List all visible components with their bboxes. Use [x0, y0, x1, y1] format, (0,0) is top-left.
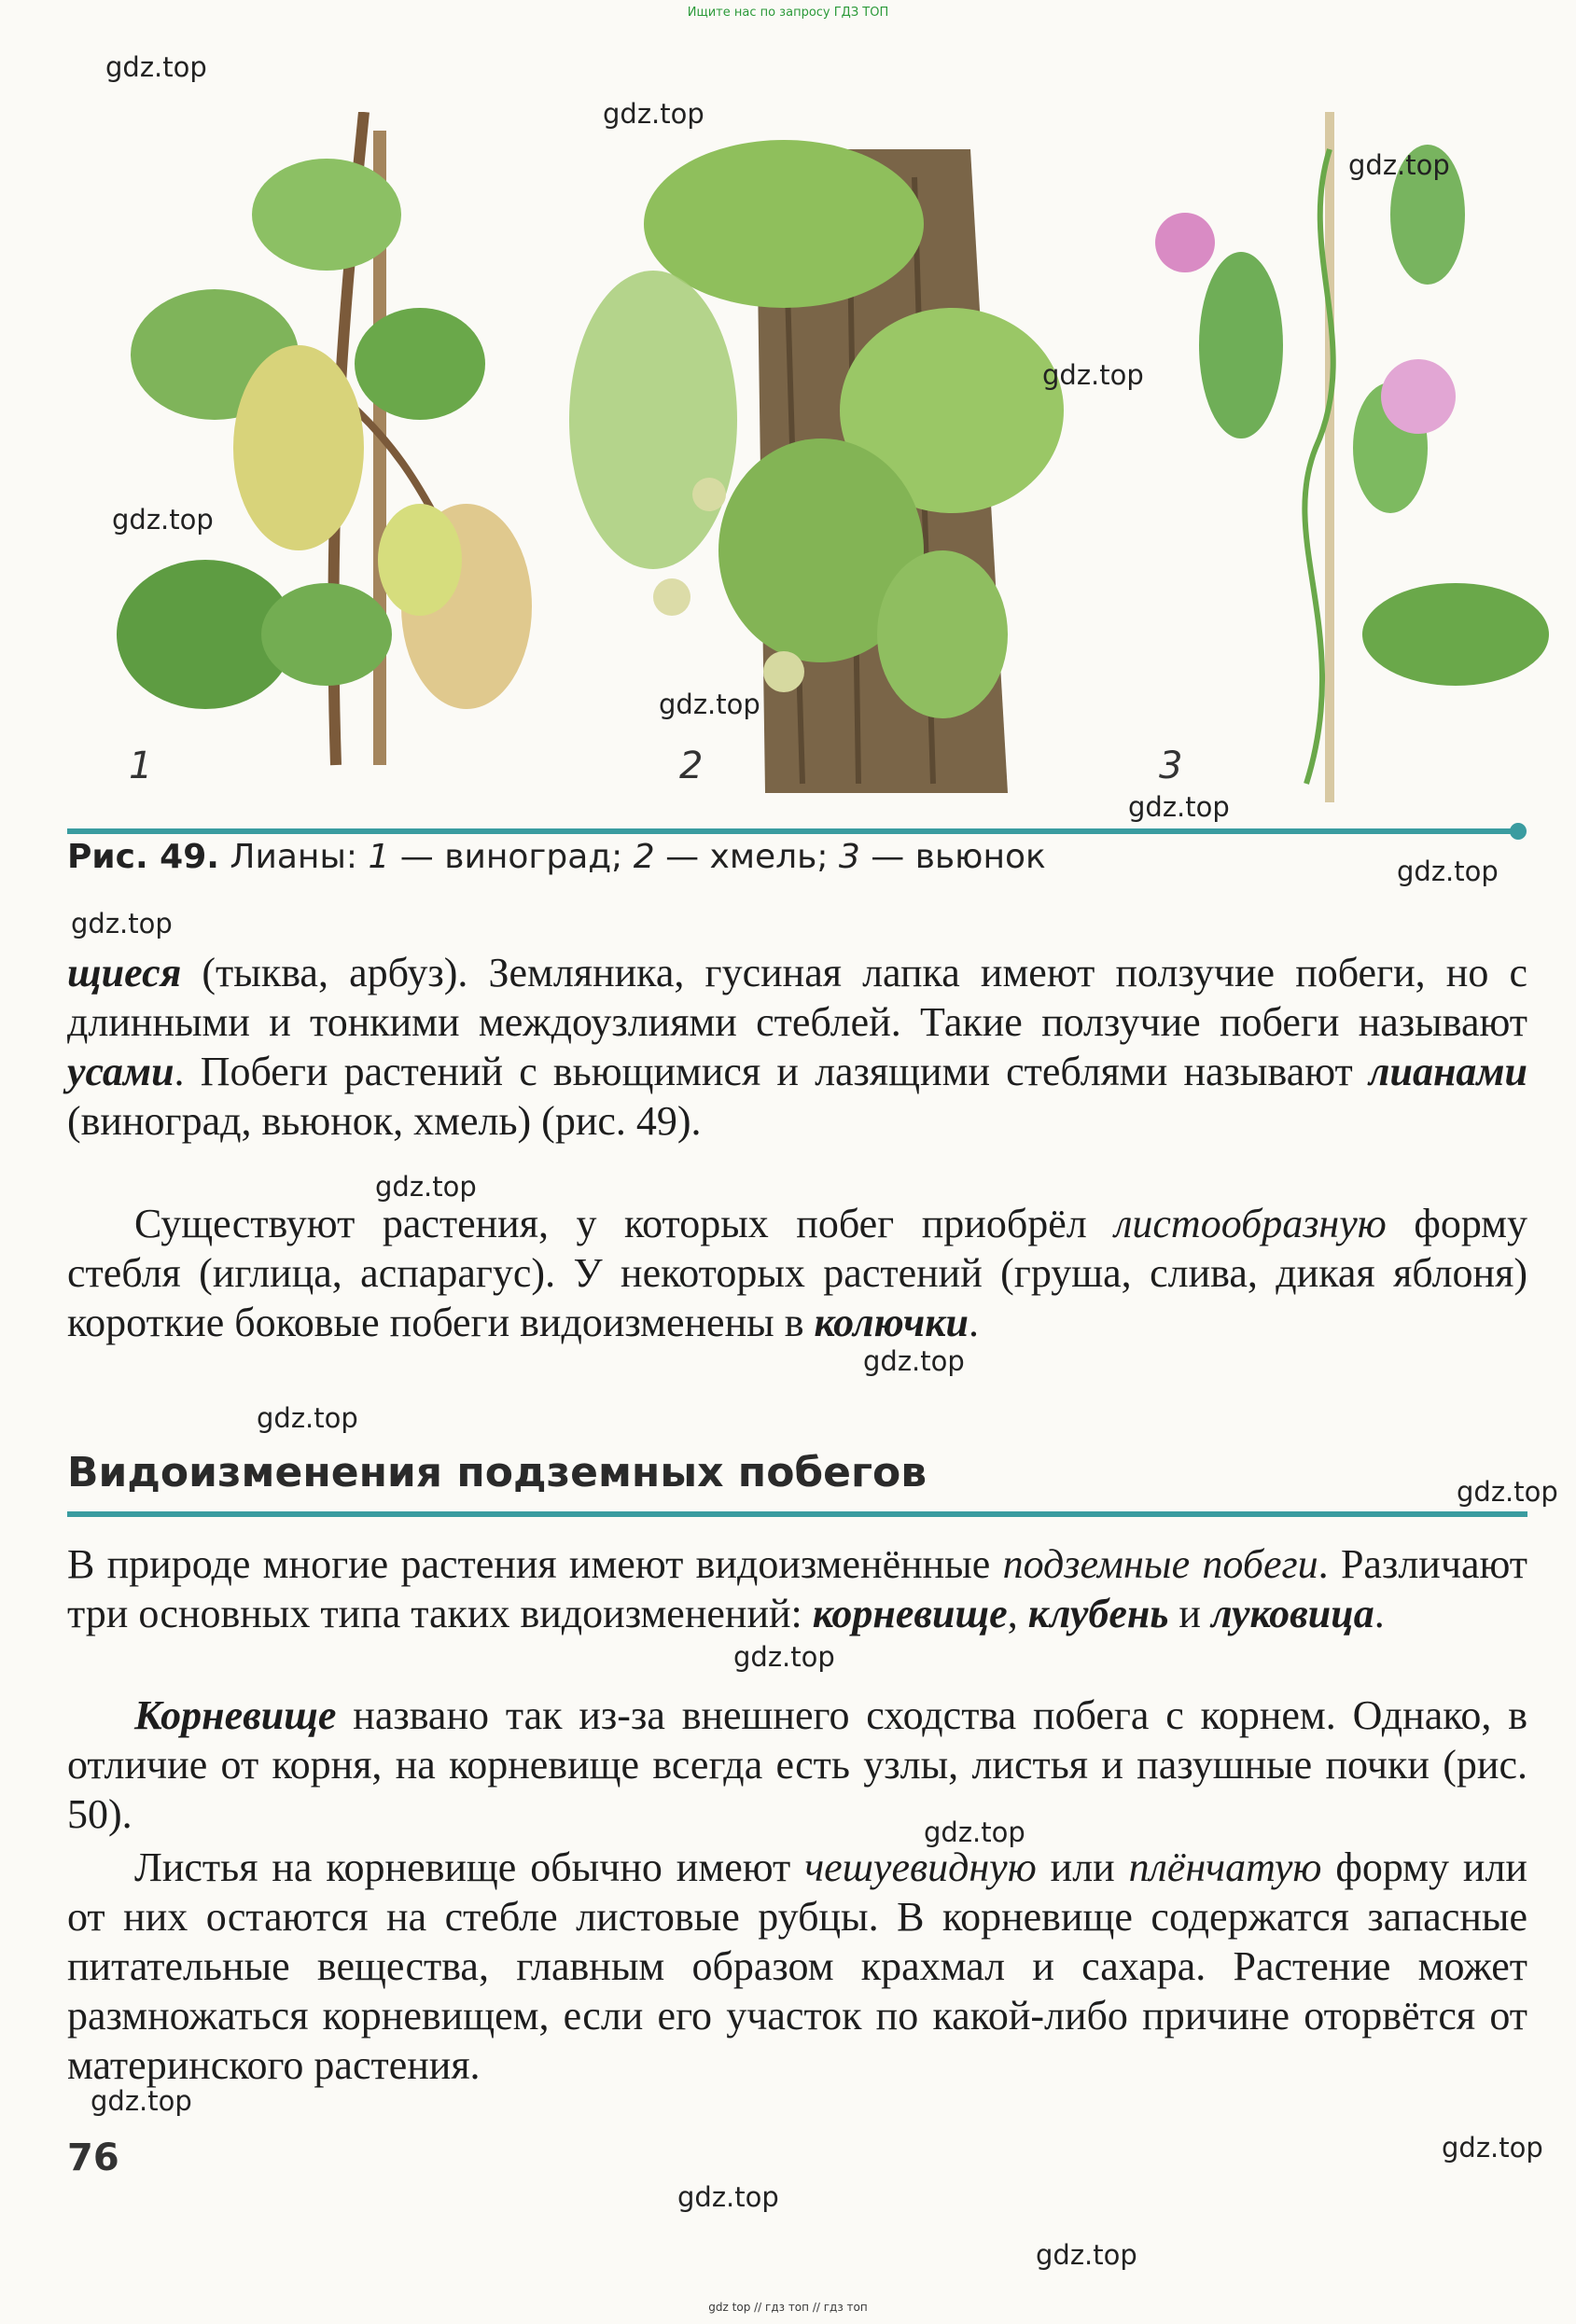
paragraph-rhizome: Корневище названо так из-за внешнего сходства побега с корнем. Однако, в отличие от корня, на корневище всегда есть узлы, листья и пазушные почки (рис. 50).	[67, 1692, 1527, 1837]
watermark: gdz.top	[924, 1816, 1025, 1848]
watermark: gdz.top	[603, 98, 704, 130]
watermark: gdz.top	[1042, 359, 1144, 391]
figure-label-2: 2	[679, 745, 704, 787]
watermark: gdz.top	[1348, 149, 1450, 181]
paragraph-underground: В природе многие растения имеют видоизменённые подземные побеги. Различают три основных типа таких видоизменений: корневище, клубень и луковица.	[67, 1541, 1528, 1636]
figure-label-3: 3	[1159, 745, 1183, 787]
watermark: gdz.top	[677, 2181, 779, 2213]
section-title: Видоизменения подземных побегов	[67, 1449, 927, 1496]
watermark: gdz.top	[733, 1641, 835, 1673]
lianas-illustration	[112, 112, 1549, 802]
watermark: gdz.top	[659, 689, 760, 720]
watermark: gdz.top	[71, 908, 173, 939]
bindweed-drawing	[1155, 112, 1549, 802]
bottom-banner[interactable]: gdz top // гдз топ // гдз топ	[708, 2301, 868, 2314]
watermark: gdz.top	[1397, 856, 1499, 887]
hop-drawing	[569, 140, 1064, 793]
watermark: gdz.top	[112, 504, 214, 536]
section-rule	[67, 1511, 1527, 1517]
caption-rule-dot	[1510, 823, 1527, 840]
watermark: gdz.top	[1128, 791, 1230, 823]
watermark: gdz.top	[91, 2085, 192, 2117]
watermark: gdz.top	[1457, 1476, 1558, 1508]
top-banner[interactable]: Ищите нас по запросу ГДЗ ТОП	[687, 6, 889, 20]
paragraph-lianas: щиеся (тыква, арбуз). Земляника, гусиная лапка имеют ползучие побеги, но с длинными и тонкими междоузлиями стеблей. Такие ползучие побеги называют усами. Побеги растений с вьющимися и лазящими стеблями называют лианами (виноград, вьюнок, хмель) (рис. 49).	[67, 950, 1527, 1144]
paragraph-rhizome-leaves: Листья на корневище обычно имеют чешуевидную или плёнчатую форму или от них остаются на стебле листовые рубцы. В корневище содержатся запасные питательные вещества, главным образом крахмал и сахара. Растение может размножаться корневищем, если его участок по какой-либо причине оторвётся от материнского растения.	[67, 1844, 1527, 2088]
watermark: gdz.top	[375, 1171, 477, 1203]
caption-bold: Рис. 49.	[67, 838, 219, 876]
watermark: gdz.top	[257, 1402, 358, 1434]
watermark: gdz.top	[1442, 2132, 1543, 2164]
watermark: gdz.top	[1036, 2239, 1137, 2271]
watermark: gdz.top	[863, 1345, 965, 1377]
figure-label-1: 1	[129, 745, 153, 787]
grape-vine-drawing	[117, 112, 532, 765]
page-number: 76	[67, 2136, 119, 2179]
paragraph-thorns: Существуют растения, у которых побег приобрёл листообразную форму стебля (иглица, аспарагус). У некоторых растений (груша, слива, дикая яблоня) короткие боковые побеги видоизменены в колючки.	[67, 1201, 1528, 1345]
watermark: gdz.top	[105, 51, 207, 83]
figure-caption: Рис. 49. Лианы: 1 — виноград; 2 — хмель; 3 — вьюнок	[67, 838, 1046, 876]
caption-rule	[67, 828, 1513, 834]
